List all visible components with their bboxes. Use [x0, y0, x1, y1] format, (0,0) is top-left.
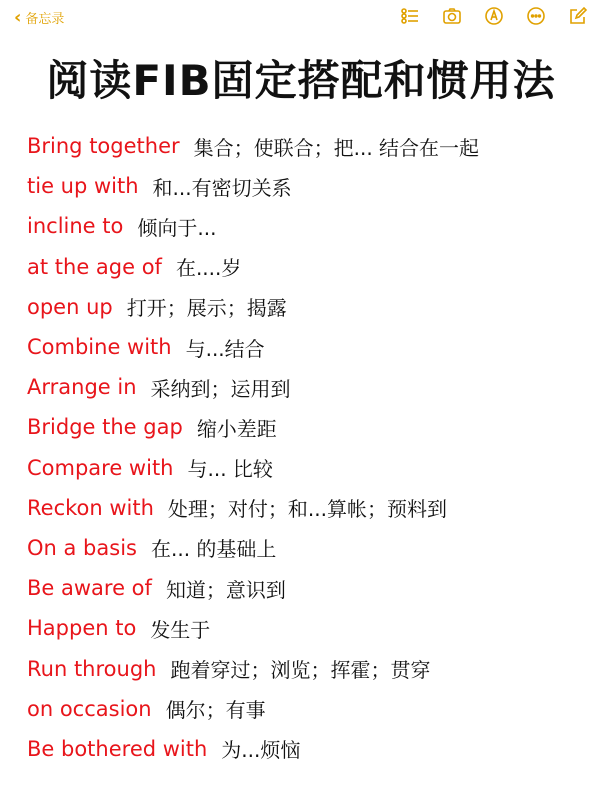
phrase-chinese: 为...烦恼: [221, 738, 301, 763]
phrase-english: Run through: [27, 656, 157, 681]
phrase-list: [27, 126, 587, 769]
back-button[interactable]: [14, 8, 64, 27]
more-icon[interactable]: [526, 6, 546, 26]
phrase-chinese: 在... 的基础上: [150, 537, 277, 562]
phrase-row: [27, 568, 587, 608]
phrase-english: Be bothered with: [27, 736, 208, 761]
phrase-row: [27, 247, 587, 287]
phrase-row: [27, 327, 587, 367]
phrase-chinese: 采纳到；运用到: [150, 376, 291, 401]
phrase-english: On a basis: [27, 535, 137, 560]
compose-icon[interactable]: [568, 6, 588, 26]
phrase-chinese: 和...有密切关系: [152, 175, 292, 200]
phrase-chinese: 与...结合: [185, 336, 265, 361]
phrase-english: Combine with: [27, 335, 172, 360]
phrase-english: Bridge the gap: [27, 415, 183, 440]
phrase-chinese: 偶尔；有事: [165, 698, 266, 723]
phrase-english: Arrange in: [27, 375, 137, 400]
phrase-row: [27, 166, 587, 206]
phrase-chinese: 与... 比较: [187, 457, 273, 482]
phrase-chinese: 打开；展示；揭露: [126, 296, 287, 321]
phrase-row: [27, 648, 587, 688]
phrase-english: tie up with: [27, 174, 139, 199]
phrase-english: Reckon with: [27, 495, 154, 520]
phrase-row: [27, 488, 587, 528]
checklist-icon[interactable]: [400, 6, 420, 26]
phrase-row: [27, 407, 587, 447]
phrase-chinese: 在....岁: [175, 256, 242, 281]
phrase-english: open up: [27, 294, 113, 319]
phrase-english: Happen to: [27, 616, 137, 641]
notes-toolbar: [0, 0, 602, 36]
phrase-row: [27, 126, 587, 166]
phrase-english: Compare with: [27, 455, 174, 480]
phrase-chinese: 缩小差距: [196, 416, 277, 441]
phrase-chinese: 发生于: [150, 617, 211, 642]
phrase-chinese: 知道；意识到: [165, 577, 286, 602]
phrase-row: [27, 528, 587, 568]
phrase-english: Be aware of: [27, 576, 152, 601]
note-title: 阅读FIB固定搭配和惯用法: [46, 56, 556, 105]
markup-pen-icon[interactable]: [484, 6, 504, 26]
toolbar-actions: [400, 6, 588, 26]
phrase-row: [27, 689, 587, 729]
phrase-row: [27, 448, 587, 488]
phrase-row: [27, 367, 587, 407]
phrase-english: Bring together: [27, 134, 180, 159]
camera-icon[interactable]: [442, 6, 462, 26]
phrase-chinese: 集合；使联合；把... 结合在一起: [193, 135, 480, 160]
chevron-left-icon: ‹: [14, 6, 22, 28]
back-label: 备忘录: [25, 12, 65, 27]
phrase-row: [27, 729, 587, 769]
phrase-chinese: 处理；对付；和...算帐；预料到: [167, 497, 447, 522]
phrase-english: on occasion: [27, 696, 152, 721]
phrase-chinese: 跑着穿过；浏览；挥霍；贯穿: [170, 658, 431, 683]
phrase-row: [27, 608, 587, 648]
phrase-chinese: 倾向于...: [137, 215, 217, 240]
phrase-english: incline to: [27, 214, 124, 239]
phrase-row: [27, 287, 587, 327]
phrase-english: at the age of: [27, 254, 162, 279]
phrase-row: [27, 206, 587, 246]
